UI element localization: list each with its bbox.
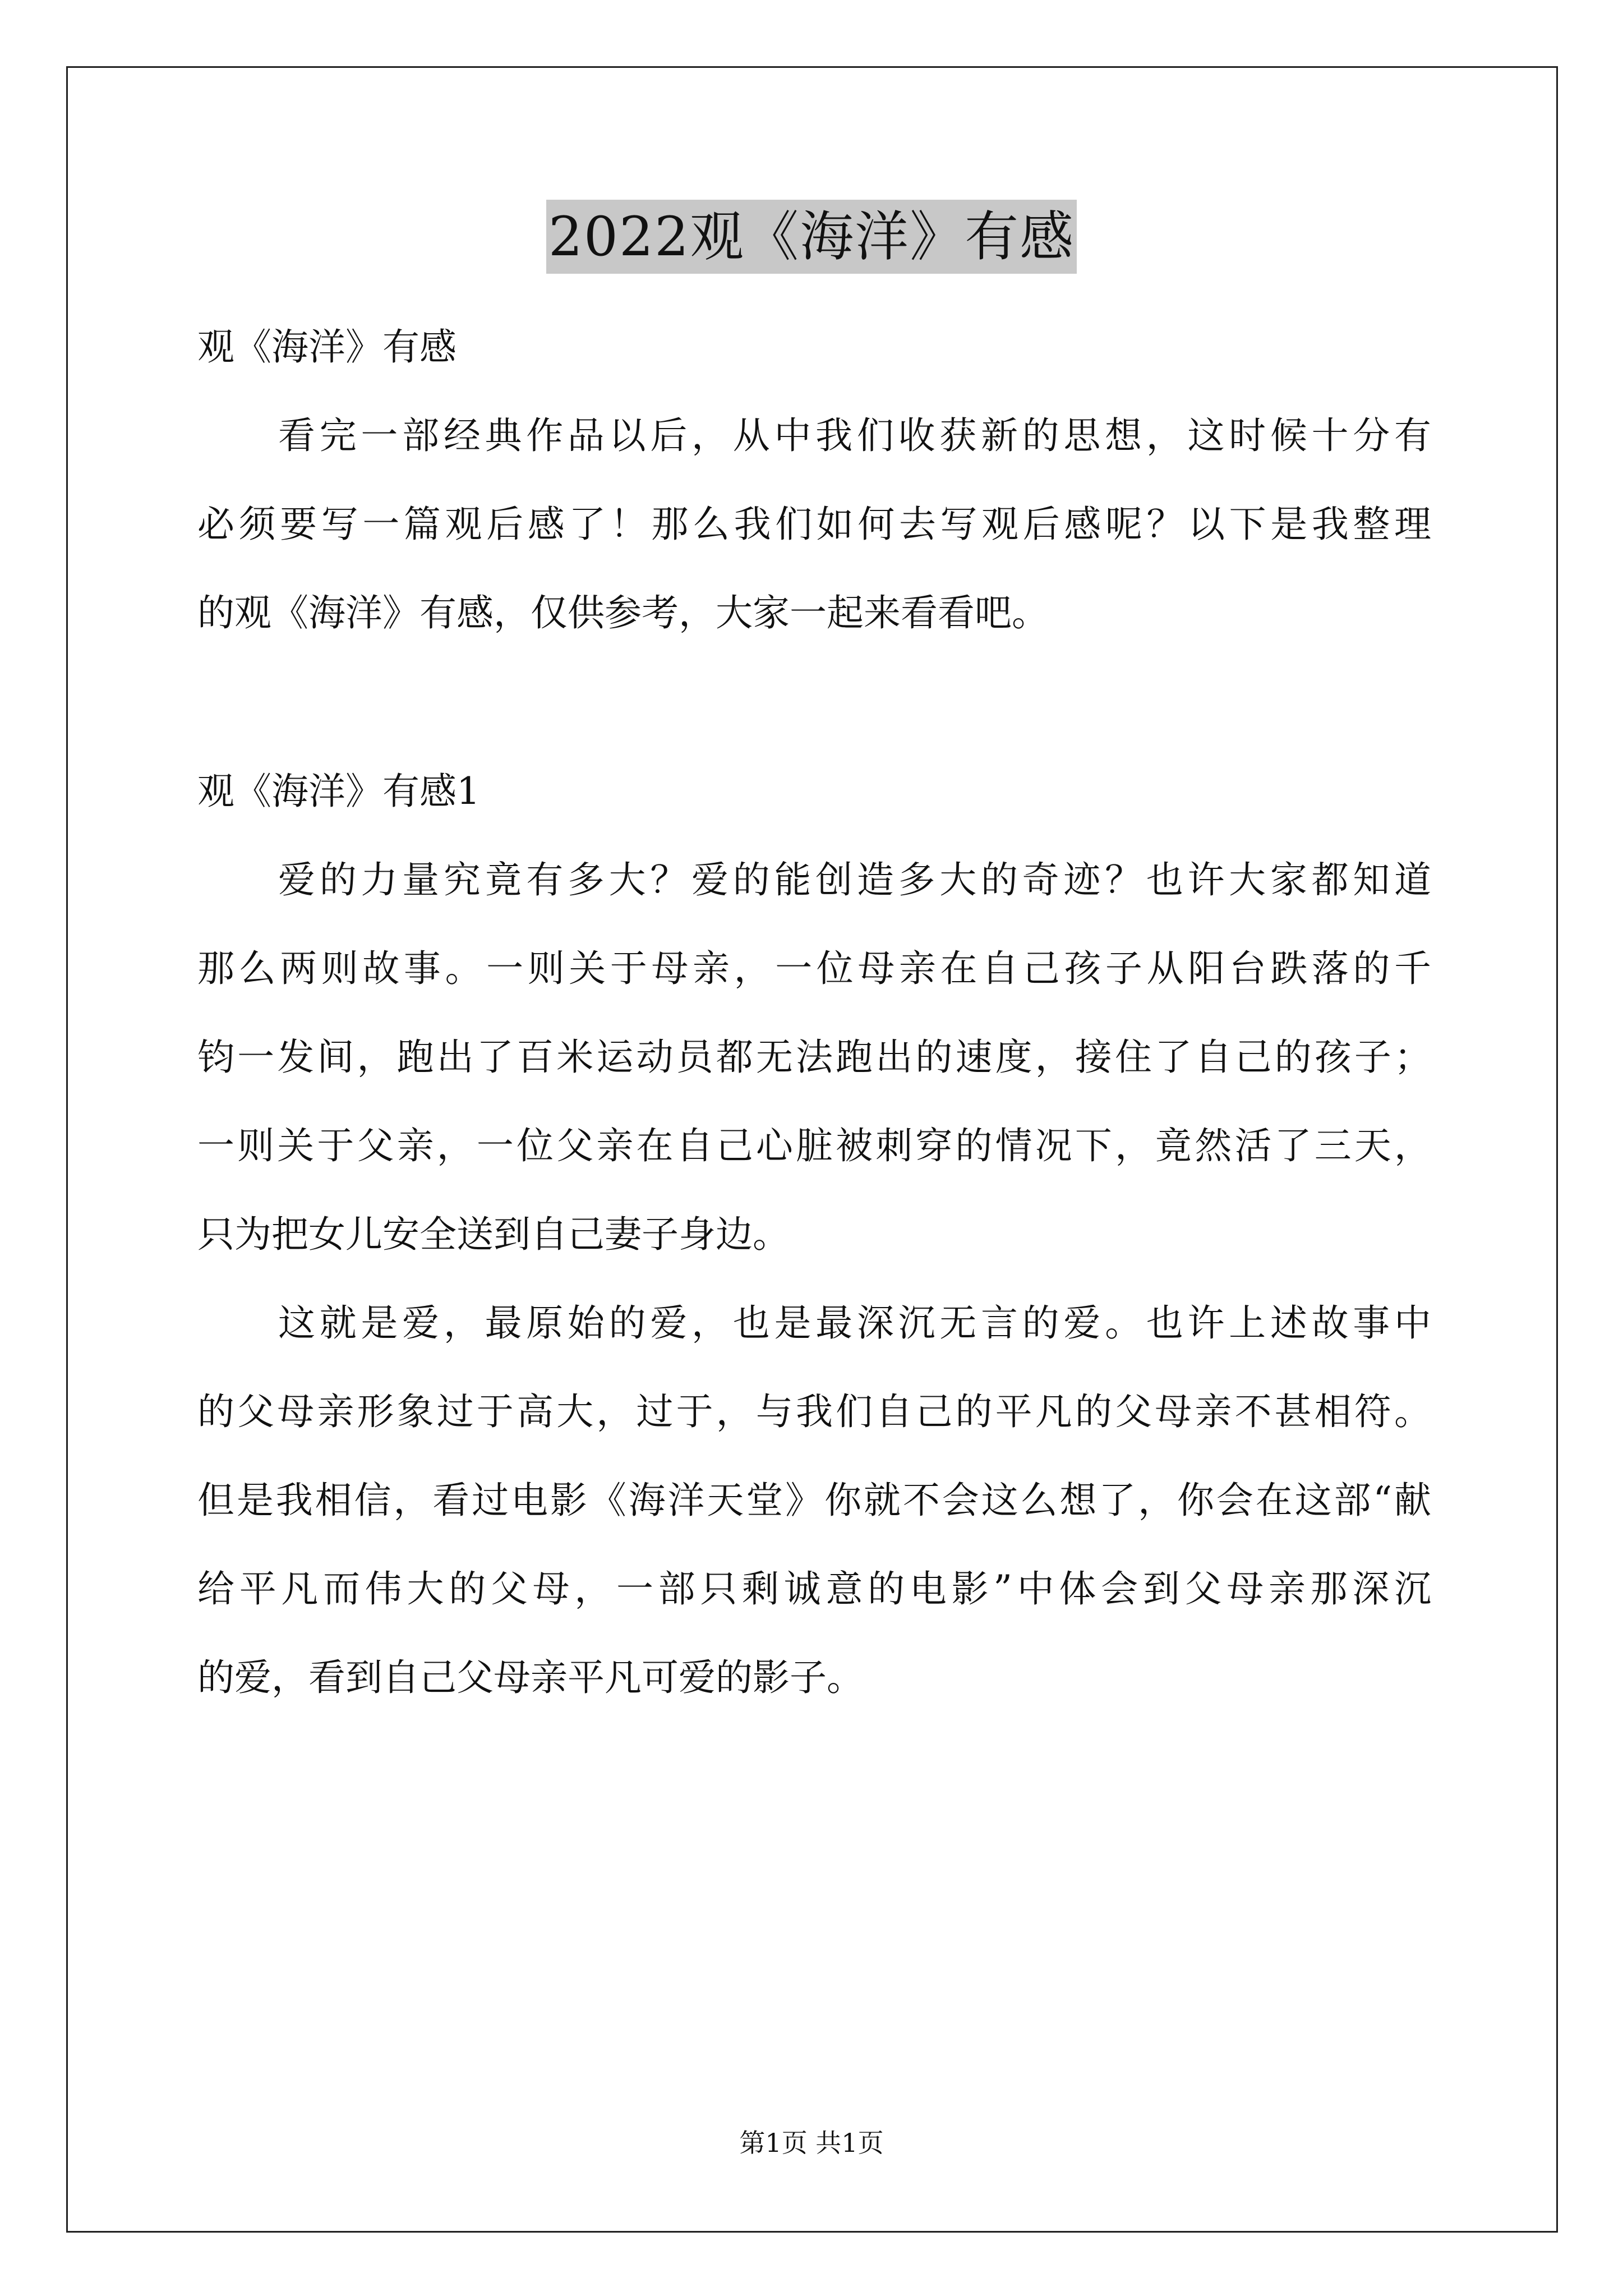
paragraph-line: 的父母亲形象过于高大，过于，与我们自己的平凡的父母亲不甚相符。 [197,1390,1431,1433]
paragraph-line: 只为把女儿安全送到自己妻子身边。 [197,1213,790,1256]
paragraph-line: 给平凡而伟大的父母，一部只剩诚意的电影”中体会到父母亲那深沉 [197,1567,1431,1611]
intro-paragraph [197,392,1431,657]
paragraph-line: 钧一发间，跑出了百米运动员都无法跑出的速度，接住了自己的孩子； [197,1036,1431,1079]
section-heading: 观《海洋》有感1 [197,770,480,813]
section-spacer [197,657,1431,747]
document-title [0,200,1623,274]
paragraph-line: 必须要写一篇观后感了！那么我们如何去写观后感呢？以下是我整理 [197,503,1431,546]
page-footer: 第1页 共1页 [739,2128,884,2158]
paragraph-line: 一则关于父亲，一位父亲在自己心脏被刺穿的情况下，竟然活了三天， [197,1124,1431,1167]
paragraph-line: 但是我相信，看过电影《海洋天堂》你就不会这么想了，你会在这部“献 [197,1479,1431,1522]
document-title-text: 2022观《海洋》有感 [546,200,1077,274]
paragraph-1 [197,836,1431,1279]
paragraph-2 [197,1279,1431,1722]
intro-heading: 观《海洋》有感 [197,325,457,369]
paragraph-line: 爱的力量究竟有多大？爱的能创造多大的奇迹？也许大家都知道 [278,858,1431,901]
document-body [197,303,1431,1722]
paragraph-line: 的观《海洋》有感，仅供参考，大家一起来看看吧。 [197,591,1049,634]
paragraph-line: 这就是爱，最原始的爱，也是最深沉无言的爱。也许上述故事中 [278,1301,1431,1345]
paragraph-line: 的爱，看到自己父母亲平凡可爱的影子。 [197,1656,864,1699]
paragraph-line: 看完一部经典作品以后，从中我们收获新的思想，这时候十分有 [278,414,1431,457]
paragraph-line: 那么两则故事。一则关于母亲，一位母亲在自己孩子从阳台跌落的千 [197,947,1431,990]
